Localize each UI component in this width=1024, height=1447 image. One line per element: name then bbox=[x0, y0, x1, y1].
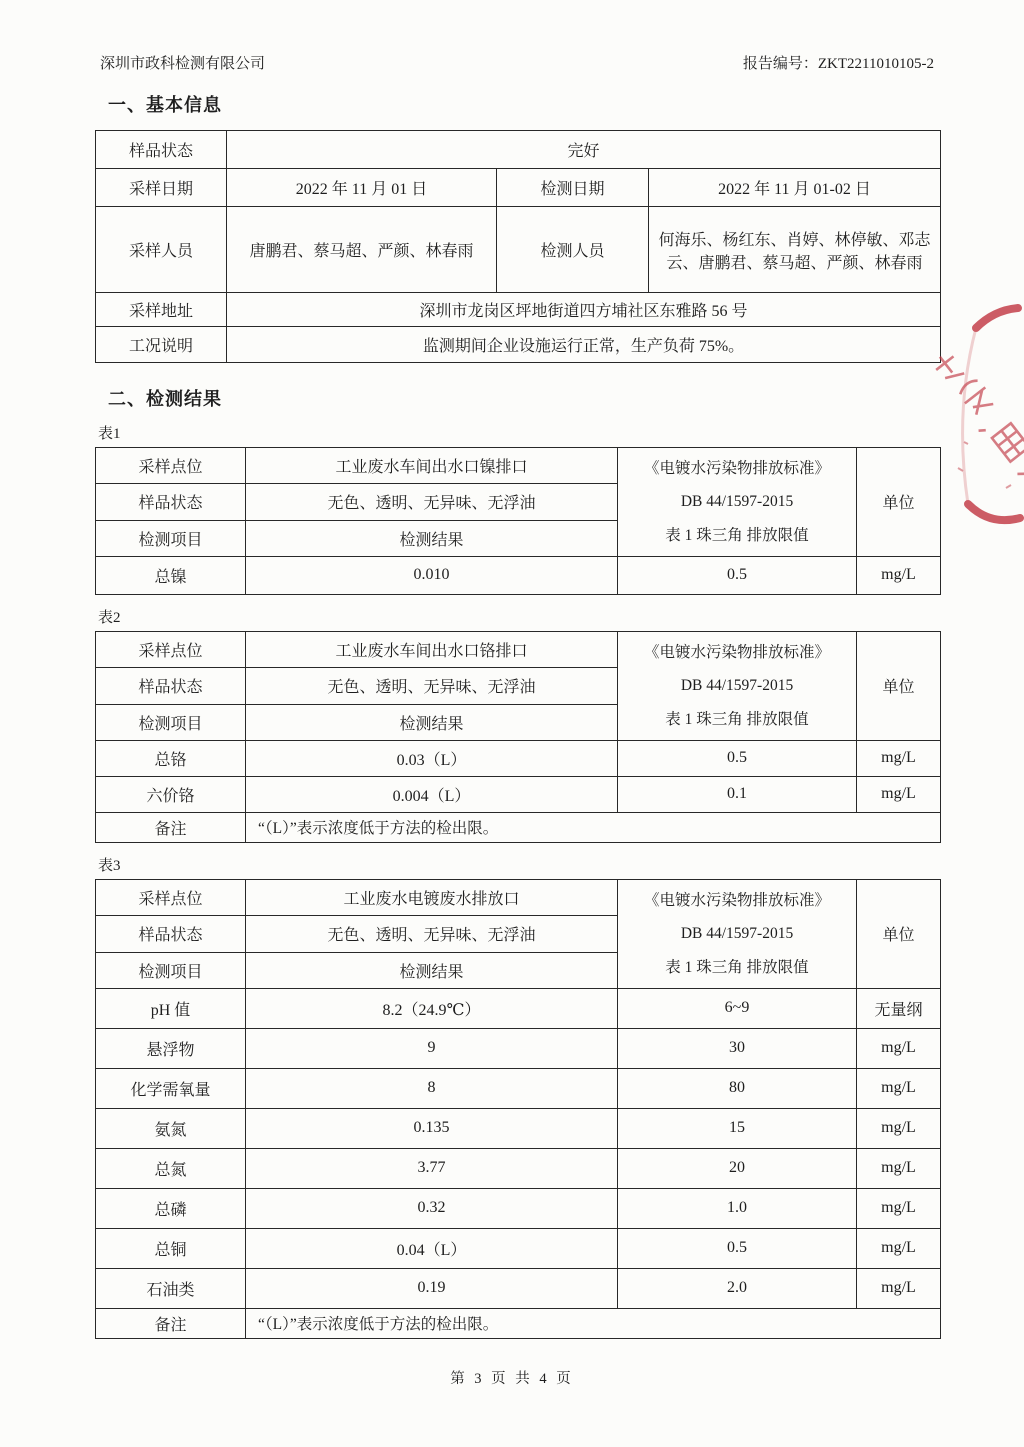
test-item-label: 检测项目 bbox=[96, 704, 246, 740]
item-unit: mg/L bbox=[857, 1148, 941, 1188]
item-name: 氨氮 bbox=[96, 1108, 246, 1148]
sample-state-value: 无色、透明、无异味、无浮油 bbox=[246, 668, 618, 704]
item-unit: mg/L bbox=[857, 1108, 941, 1148]
item-limit: 0.5 bbox=[618, 556, 857, 594]
table-row bbox=[96, 169, 941, 207]
result-table-1 bbox=[95, 447, 941, 595]
item-result: 9 bbox=[246, 1028, 618, 1068]
item-result: 8.2（24.9℃） bbox=[246, 988, 618, 1028]
item-name: pH 值 bbox=[96, 988, 246, 1028]
standard-line: 表 1 珠三角 排放限值 bbox=[665, 958, 809, 976]
result-table-3 bbox=[95, 879, 941, 1339]
sampling-point-label: 采样点位 bbox=[96, 448, 246, 484]
unit-label: 单位 bbox=[857, 448, 941, 557]
sampling-date-value: 2022 年 11 月 01 日 bbox=[227, 169, 497, 207]
item-unit: mg/L bbox=[857, 1188, 941, 1228]
section-title-results: 二、检测结果 bbox=[108, 389, 222, 409]
company-name: 深圳市政科检测有限公司 bbox=[100, 56, 266, 72]
test-date-value: 2022 年 11 月 01-02 日 bbox=[649, 169, 941, 207]
table-row bbox=[96, 207, 941, 293]
result-row bbox=[96, 776, 941, 812]
standard-line: DB 44/1597-2015 bbox=[680, 925, 794, 943]
test-item-label: 检测项目 bbox=[96, 520, 246, 556]
item-result: 0.010 bbox=[246, 556, 618, 594]
test-result-label: 检测结果 bbox=[246, 704, 618, 740]
sample-state-label: 样品状态 bbox=[96, 131, 227, 169]
item-name: 总铜 bbox=[96, 1228, 246, 1268]
test-result-label: 检测结果 bbox=[246, 952, 618, 988]
sampling-address-label: 采样地址 bbox=[96, 293, 227, 327]
standard-reference bbox=[618, 879, 857, 988]
sampling-point-value: 工业废水车间出水口镍排口 bbox=[246, 448, 618, 484]
item-unit: 无量纲 bbox=[857, 988, 941, 1028]
standard-line: 表 1 珠三角 排放限值 bbox=[665, 710, 809, 728]
red-stamp-icon bbox=[928, 292, 1024, 532]
standard-line: DB 44/1597-2015 bbox=[680, 677, 794, 695]
document-header bbox=[0, 0, 1024, 73]
note-row bbox=[96, 812, 941, 842]
unit-label: 单位 bbox=[857, 879, 941, 988]
table-row bbox=[96, 327, 941, 363]
working-condition-value: 监测期间企业设施运行正常，生产负荷 75%。 bbox=[227, 327, 941, 363]
item-unit: mg/L bbox=[857, 1068, 941, 1108]
working-condition-label: 工况说明 bbox=[96, 327, 227, 363]
table2-caption: 表2 bbox=[98, 609, 121, 626]
sampling-date-label: 采样日期 bbox=[96, 169, 227, 207]
item-result: 3.77 bbox=[246, 1148, 618, 1188]
standard-reference bbox=[618, 448, 857, 557]
item-limit: 1.0 bbox=[618, 1188, 857, 1228]
item-name: 六价铬 bbox=[96, 776, 246, 812]
item-unit: mg/L bbox=[857, 1028, 941, 1068]
sample-state-value: 完好 bbox=[227, 131, 941, 169]
sample-state-value: 无色、透明、无异味、无浮油 bbox=[246, 916, 618, 952]
note-row bbox=[96, 1308, 941, 1338]
item-unit: mg/L bbox=[857, 776, 941, 812]
sample-state-label: 样品状态 bbox=[96, 916, 246, 952]
unit-label: 单位 bbox=[857, 631, 941, 740]
basic-info-table bbox=[95, 130, 941, 363]
test-staff-value: 何海乐、杨红东、肖婷、林停敏、邓志云、唐鹏君、蔡马超、严颜、林春雨 bbox=[649, 207, 941, 293]
item-limit: 6~9 bbox=[618, 988, 857, 1028]
item-result: 0.03（L） bbox=[246, 740, 618, 776]
table-row bbox=[96, 131, 941, 169]
page-indicator: 第 3 页 共 4 页 bbox=[450, 1370, 574, 1387]
sample-state-value: 无色、透明、无异味、无浮油 bbox=[246, 484, 618, 520]
item-limit: 80 bbox=[618, 1068, 857, 1108]
report-number: 报告编号：ZKT2211010105-2 bbox=[742, 56, 934, 72]
sampling-address-value: 深圳市龙岗区坪地街道四方埔社区东雅路 56 号 bbox=[227, 293, 941, 327]
standard-line: 《电镀水污染物排放标准》 bbox=[643, 643, 830, 661]
item-result: 8 bbox=[246, 1068, 618, 1108]
table-row bbox=[96, 293, 941, 327]
sample-state-label: 样品状态 bbox=[96, 668, 246, 704]
item-name: 总磷 bbox=[96, 1188, 246, 1228]
result-row bbox=[96, 1068, 941, 1108]
item-limit: 0.5 bbox=[618, 1228, 857, 1268]
item-unit: mg/L bbox=[857, 740, 941, 776]
item-unit: mg/L bbox=[857, 1228, 941, 1268]
item-limit: 15 bbox=[618, 1108, 857, 1148]
item-limit: 0.1 bbox=[618, 776, 857, 812]
result-row bbox=[96, 1228, 941, 1268]
result-table-2 bbox=[95, 631, 941, 843]
item-name: 悬浮物 bbox=[96, 1028, 246, 1068]
result-row bbox=[96, 1148, 941, 1188]
test-date-label: 检测日期 bbox=[497, 169, 649, 207]
item-name: 总氮 bbox=[96, 1148, 246, 1188]
table-row bbox=[96, 448, 941, 484]
note-label: 备注 bbox=[96, 1308, 246, 1338]
item-result: 0.04（L） bbox=[246, 1228, 618, 1268]
item-result: 0.32 bbox=[246, 1188, 618, 1228]
result-row bbox=[96, 988, 941, 1028]
item-result: 0.19 bbox=[246, 1268, 618, 1308]
item-unit: mg/L bbox=[857, 1268, 941, 1308]
result-row bbox=[96, 556, 941, 594]
standard-line: DB 44/1597-2015 bbox=[680, 493, 794, 511]
item-limit: 30 bbox=[618, 1028, 857, 1068]
table-row bbox=[96, 631, 941, 667]
sampling-point-label: 采样点位 bbox=[96, 879, 246, 915]
result-row bbox=[96, 1108, 941, 1148]
item-name: 石油类 bbox=[96, 1268, 246, 1308]
sampling-staff-value: 唐鹏君、蔡马超、严颜、林春雨 bbox=[227, 207, 497, 293]
sampling-staff-label: 采样人员 bbox=[96, 207, 227, 293]
item-unit: mg/L bbox=[857, 556, 941, 594]
sampling-point-label: 采样点位 bbox=[96, 631, 246, 667]
section-title-basic-info: 一、基本信息 bbox=[108, 95, 222, 115]
item-name: 总铬 bbox=[96, 740, 246, 776]
standard-line: 《电镀水污染物排放标准》 bbox=[643, 460, 830, 477]
result-row bbox=[96, 1268, 941, 1308]
table-row bbox=[96, 879, 941, 915]
test-item-label: 检测项目 bbox=[96, 952, 246, 988]
item-limit: 2.0 bbox=[618, 1268, 857, 1308]
table1-caption: 表1 bbox=[98, 426, 121, 442]
sample-state-label: 样品状态 bbox=[96, 484, 246, 520]
result-row bbox=[96, 1188, 941, 1228]
note-label: 备注 bbox=[96, 812, 246, 842]
item-limit: 20 bbox=[618, 1148, 857, 1188]
note-text: “（L）”表示浓度低于方法的检出限。 bbox=[246, 1308, 941, 1338]
note-text: “（L）”表示浓度低于方法的检出限。 bbox=[246, 812, 941, 842]
item-limit: 0.5 bbox=[618, 740, 857, 776]
item-result: 0.004（L） bbox=[246, 776, 618, 812]
sampling-point-value: 工业废水电镀废水排放口 bbox=[246, 879, 618, 915]
item-result: 0.135 bbox=[246, 1108, 618, 1148]
item-name: 总镍 bbox=[96, 556, 246, 594]
standard-line: 表 1 珠三角 排放限值 bbox=[665, 526, 809, 544]
result-row bbox=[96, 1028, 941, 1068]
result-row bbox=[96, 740, 941, 776]
item-name: 化学需氧量 bbox=[96, 1068, 246, 1108]
test-result-label: 检测结果 bbox=[246, 520, 618, 556]
standard-reference bbox=[618, 631, 857, 740]
table3-caption: 表3 bbox=[98, 857, 121, 874]
test-staff-label: 检测人员 bbox=[497, 207, 649, 293]
sampling-point-value: 工业废水车间出水口铬排口 bbox=[246, 631, 618, 667]
standard-line: 《电镀水污染物排放标准》 bbox=[643, 891, 830, 909]
